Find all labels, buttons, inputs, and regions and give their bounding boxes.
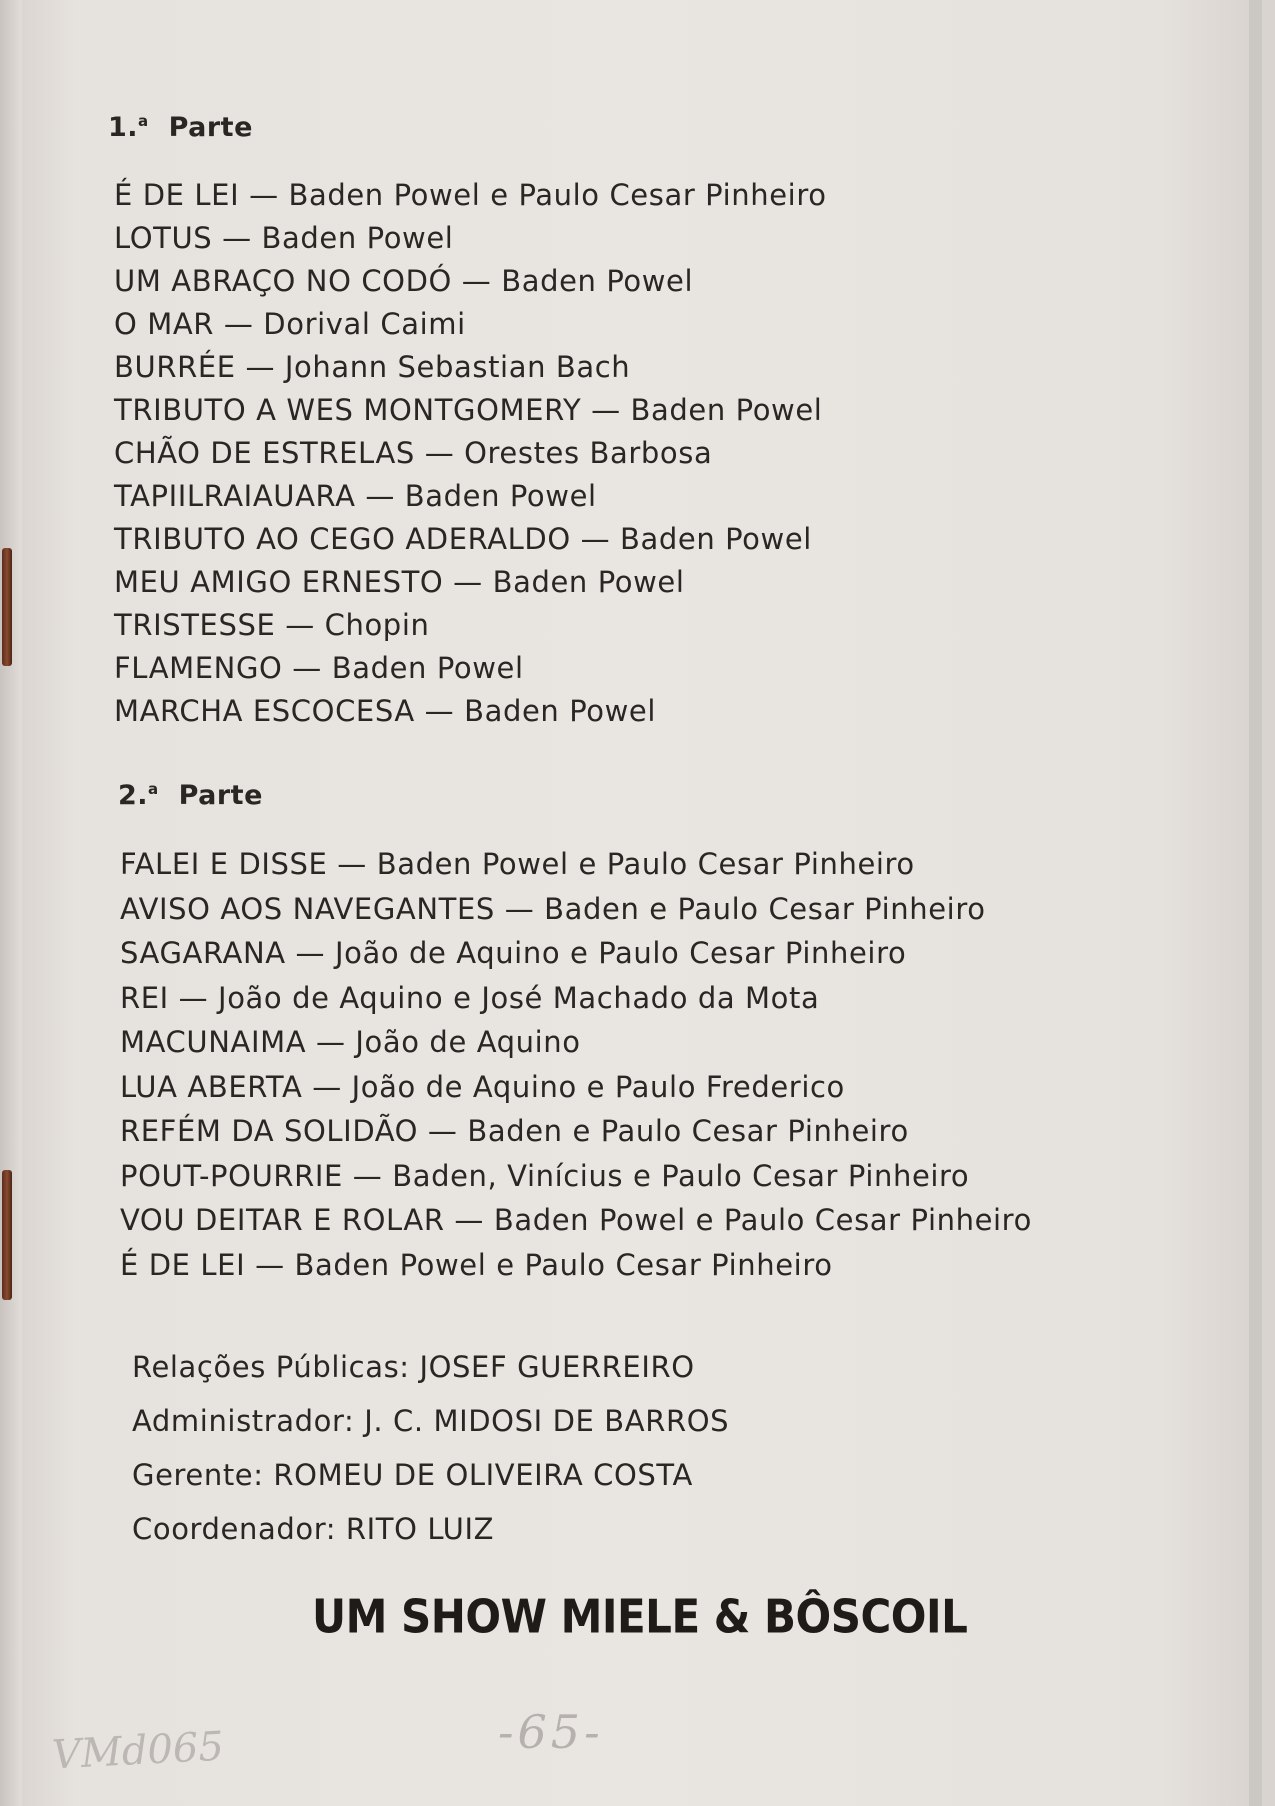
credit-administrator: Administrador: J. C. MIDOSI DE BARROS xyxy=(132,1404,730,1438)
part2-heading-superscript: a xyxy=(148,780,159,798)
part2-heading-number: 2. xyxy=(118,780,149,811)
part1-item: UM ABRAÇO NO CODÓ — Baden Powel xyxy=(114,264,694,298)
part1-item: MEU AMIGO ERNESTO — Baden Powel xyxy=(114,565,685,599)
part2-item: VOU DEITAR E ROLAR — Baden Powel e Paulo Cesar Pinheiro xyxy=(120,1203,1032,1237)
part1-heading-word: Parte xyxy=(168,112,253,143)
part2-item: POUT-POURRIE — Baden, Vinícius e Paulo Cesar Pinheiro xyxy=(120,1158,970,1193)
part1-item: LOTUS — Baden Powel xyxy=(114,221,454,255)
part1-item: TRIBUTO AO CEGO ADERALDO — Baden Powel xyxy=(114,522,812,556)
part2-item: É DE LEI — Baden Powel e Paulo Cesar Pinheiro xyxy=(120,1247,833,1282)
part2-heading-word: Parte xyxy=(178,780,263,811)
archive-code-handwritten: VMd065 xyxy=(50,1723,225,1779)
part2-item: REI — João de Aquino e José Machado da Mota xyxy=(120,980,820,1015)
part1-item: É DE LEI — Baden Powel e Paulo Cesar Pinheiro xyxy=(114,178,827,212)
part1-item: TAPIILRAIAUARA — Baden Powel xyxy=(114,479,597,513)
part1-item: O MAR — Dorival Caimi xyxy=(114,307,466,341)
staple-top xyxy=(2,548,12,666)
part1-heading-superscript: a xyxy=(138,112,149,130)
part2-list xyxy=(120,842,1032,1287)
page-binding xyxy=(0,0,22,1806)
show-producer-line: UM SHOW MIELE & BÔSCOIL xyxy=(312,1589,968,1644)
staff-credits xyxy=(132,1340,729,1556)
part1-heading xyxy=(108,112,253,143)
part1-item: CHÃO DE ESTRELAS — Orestes Barbosa xyxy=(114,436,713,470)
page-number-handwritten: -65- xyxy=(498,1705,604,1759)
credit-public-relations: Relações Públicas: JOSEF GUERREIRO xyxy=(132,1350,695,1384)
part2-item: MACUNAIMA — João de Aquino xyxy=(120,1025,581,1059)
part1-list xyxy=(114,174,827,733)
part2-item: SAGARANA — João de Aquino e Paulo Cesar Pinheiro xyxy=(120,936,907,970)
credit-coordinator: Coordenador: RITO LUIZ xyxy=(132,1512,495,1546)
part2-item: LUA ABERTA — João de Aquino e Paulo Frederico xyxy=(120,1069,845,1104)
part1-item: TRIBUTO A WES MONTGOMERY — Baden Powel xyxy=(114,393,823,427)
page-edge xyxy=(1249,0,1262,1806)
part2-item: REFÉM DA SOLIDÃO — Baden e Paulo Cesar Pinheiro xyxy=(120,1114,909,1148)
part1-heading-number: 1. xyxy=(108,112,139,143)
credit-manager: Gerente: ROMEU DE OLIVEIRA COSTA xyxy=(132,1458,693,1492)
part2-item: FALEI E DISSE — Baden Powel e Paulo Cesar Pinheiro xyxy=(120,847,915,881)
part2-item: AVISO AOS NAVEGANTES — Baden e Paulo Cesar Pinheiro xyxy=(120,891,986,926)
part1-item: BURRÉE — Johann Sebastian Bach xyxy=(114,350,631,384)
part1-item: FLAMENGO — Baden Powel xyxy=(114,651,524,685)
part1-item: MARCHA ESCOCESA — Baden Powel xyxy=(114,694,657,728)
part1-item: TRISTESSE — Chopin xyxy=(114,608,430,642)
staple-bottom xyxy=(2,1170,12,1300)
part2-heading xyxy=(118,780,263,811)
